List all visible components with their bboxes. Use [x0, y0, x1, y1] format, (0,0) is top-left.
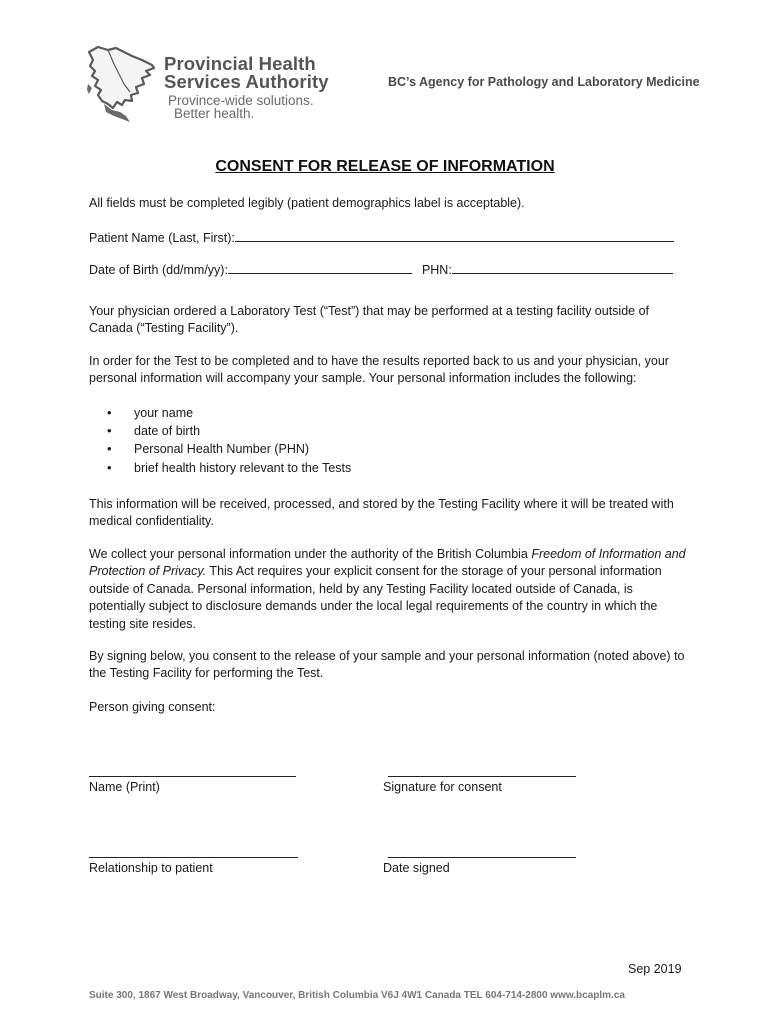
org-tagline-line2: Better health. [174, 106, 255, 121]
person-giving-consent-label: Person giving consent: [89, 700, 216, 714]
paragraph-privacy-act [89, 546, 689, 633]
instructions-text: All fields must be completed legibly (patient demographics label is acceptable). [89, 196, 525, 210]
paragraph-testing-facility: Your physician ordered a Laboratory Test (“Test”) that may be performed at a testing facility outside of Canada (“Testing Facility”). [89, 304, 650, 336]
signature-label: Signature for consent [383, 780, 502, 794]
revision-date: Sep 2019 [628, 962, 682, 976]
phsa-bc-map-logo [86, 44, 158, 124]
relationship-line[interactable] [89, 857, 298, 858]
list-item: • brief health history relevant to the Tests [107, 459, 351, 477]
paragraph-personal-info: In order for the Test to be completed and to have the results reported back to us and your physician, your personal information will accompany your sample. Your personal information includes the following: [89, 354, 669, 386]
list-item: • Personal Health Number (PHN) [107, 440, 351, 458]
org-name-line1: Provincial Health [164, 53, 316, 74]
list-item: • your name [107, 404, 351, 422]
dob-phn-field [89, 261, 673, 277]
phn-line[interactable] [452, 261, 673, 274]
org-name-line2: Services Authority [164, 71, 329, 92]
document-title: CONSENT FOR RELEASE OF INFORMATION [215, 158, 555, 175]
signature-line[interactable] [388, 776, 576, 777]
name-print-label: Name (Print) [89, 780, 160, 794]
footer-address: Suite 300, 1867 West Broadway, Vancouver, British Columbia V6J 4W1 Canada TEL 604-714-2800 www.bcaplm.ca [89, 990, 625, 1001]
privacy-text-b: This Act requires your explicit consent for the storage of your personal information outside of Canada. Personal information, held by any Testing Facility located outside of Canada, is potentially subject to disclosure demands under the local legal requirements of the country in which the testing site resides. [89, 564, 662, 631]
paragraph-consent: By signing below, you consent to the release of your sample and your personal information (noted above) to the Testing Facility for performing the Test. [89, 649, 685, 681]
dob-label: Date of Birth (dd/mm/yy): [89, 263, 228, 277]
personal-info-list [107, 404, 351, 477]
privacy-text-a: We collect your personal information under the authority of the British Columbia [89, 547, 532, 561]
date-signed-label: Date signed [383, 861, 450, 875]
patient-name-label: Patient Name (Last, First): [89, 231, 235, 245]
relationship-label: Relationship to patient [89, 861, 213, 875]
dob-line[interactable] [228, 261, 412, 274]
patient-name-line[interactable] [235, 229, 674, 242]
name-print-line[interactable] [89, 776, 296, 777]
act-name: Freedom of Information and Protection of Privacy. [89, 547, 686, 579]
agency-name: BC’s Agency for Pathology and Laboratory Medicine [388, 75, 700, 89]
list-item: • date of birth [107, 422, 351, 440]
org-tagline-line1: Province-wide solutions. [168, 93, 314, 108]
patient-name-field [89, 229, 674, 245]
paragraph-confidentiality: This information will be received, processed, and stored by the Testing Facility where it will be treated with medical confidentiality. [89, 497, 674, 529]
phn-label: PHN: [421, 263, 452, 277]
date-signed-line[interactable] [388, 857, 576, 858]
